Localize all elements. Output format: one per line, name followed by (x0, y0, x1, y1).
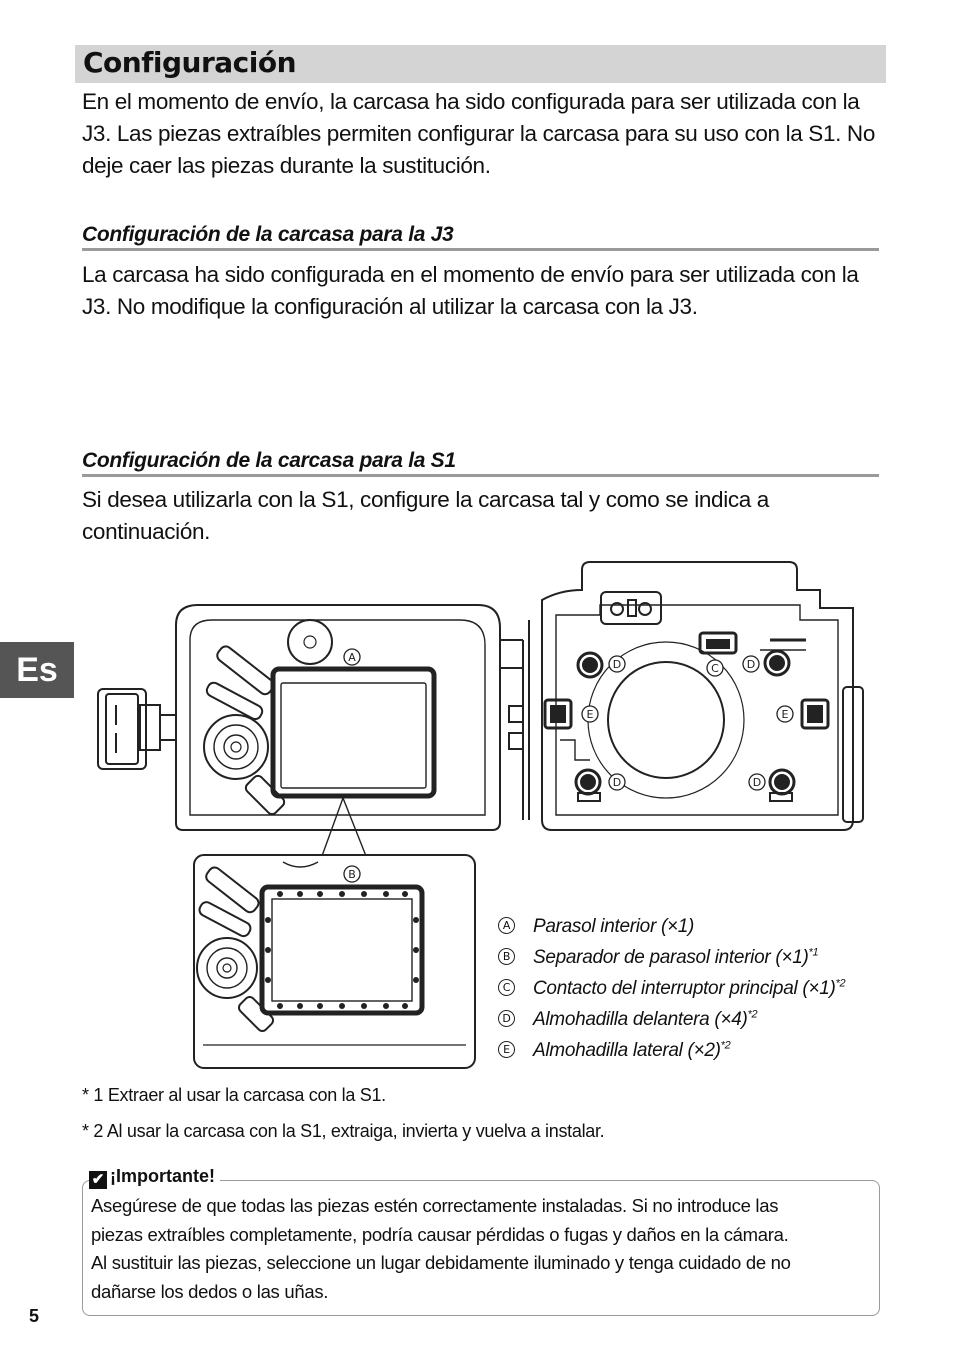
callout-b: B (348, 868, 356, 881)
legend-label: Almohadilla delantera (×4) (533, 1009, 748, 1030)
legend-note: *2 (835, 977, 846, 990)
legend-item (496, 945, 916, 976)
important-line: dañarse los dedos o las uñas. (91, 1280, 329, 1302)
page-title: Configuración (83, 46, 297, 79)
page-number: 5 (29, 1306, 40, 1326)
legend-note: *2 (720, 1039, 731, 1052)
legend-label: Contacto del interruptor principal (×1) (533, 978, 836, 999)
legend-note: *1 (808, 946, 819, 959)
important-line: Al sustituir las piezas, seleccione un lugar debidamente iluminado y tenga cuidado de no (91, 1252, 791, 1273)
important-text (91, 1192, 871, 1306)
intro-paragraph: En el momento de envío, la carcasa ha sido configurada para ser utilizada con la J3. Las piezas extraíbles permiten configurar la carcasa para su uso con la S1. No deje caer las piezas durante la sustitución. (82, 89, 875, 178)
footnote-1: * 1 Extraer al usar la carcasa con la S1. (82, 1085, 386, 1105)
main-switch-contact (700, 633, 736, 653)
housing-handle (98, 689, 176, 769)
legend-label: Almohadilla lateral (×2) (533, 1040, 721, 1061)
housing-back-panel (176, 605, 523, 830)
important-heading-text: ¡Importante! (110, 1166, 215, 1186)
separator-dots (265, 891, 419, 1009)
section-j3-paragraph: La carcasa ha sido configurada en el momento de envío para ser utilizada con la J3. No modifique la configuración al utilizar la carcasa con la J3. (82, 262, 859, 319)
callout-e: E (781, 708, 789, 721)
important-heading (89, 1166, 220, 1189)
legend-item (496, 976, 916, 1007)
callout-a: A (348, 651, 356, 664)
legend-marker: B (498, 948, 515, 965)
legend-item (496, 914, 916, 945)
legend-marker: E (498, 1041, 515, 1058)
legend-marker: D (498, 1010, 515, 1027)
callout-d: D (612, 776, 622, 789)
section-heading-s1-text: Configuración de la carcasa para la S1 (82, 449, 456, 472)
legend-note: *2 (747, 1008, 758, 1021)
legend-marker: C (498, 979, 515, 996)
callout-d: D (612, 658, 622, 671)
important-line: piezas extraíbles completamente, podría causar pérdidas o fugas y daños en la cámara. (91, 1223, 789, 1245)
checkmark-icon: ✔ (89, 1171, 107, 1189)
callout-d: D (752, 776, 762, 789)
inset-panel (194, 855, 475, 1068)
legend-marker: A (498, 917, 515, 934)
callout-c: C (711, 662, 719, 675)
legend-label: Parasol interior (×1) (533, 916, 695, 937)
important-line: Asegúrese de que todas las piezas estén correctamente instaladas. Si no introduce las (91, 1195, 779, 1216)
legend-label: Separador de parasol interior (×1) (533, 947, 809, 968)
important-box (82, 1166, 880, 1316)
legend-item (496, 1038, 916, 1069)
parts-legend (496, 914, 916, 1069)
section-heading-j3-text: Configuración de la carcasa para la J3 (82, 223, 454, 246)
legend-item (496, 1007, 916, 1038)
callout-e: E (586, 708, 594, 721)
callout-d: D (746, 658, 756, 671)
footnote-2: * 2 Al usar la carcasa con la S1, extraiga, invierta y vuelva a instalar. (82, 1121, 605, 1141)
section-s1-paragraph: Si desea utilizarla con la S1, configure la carcasa tal y como se indica a continuación. (82, 487, 769, 544)
language-tab: Es (0, 642, 74, 698)
